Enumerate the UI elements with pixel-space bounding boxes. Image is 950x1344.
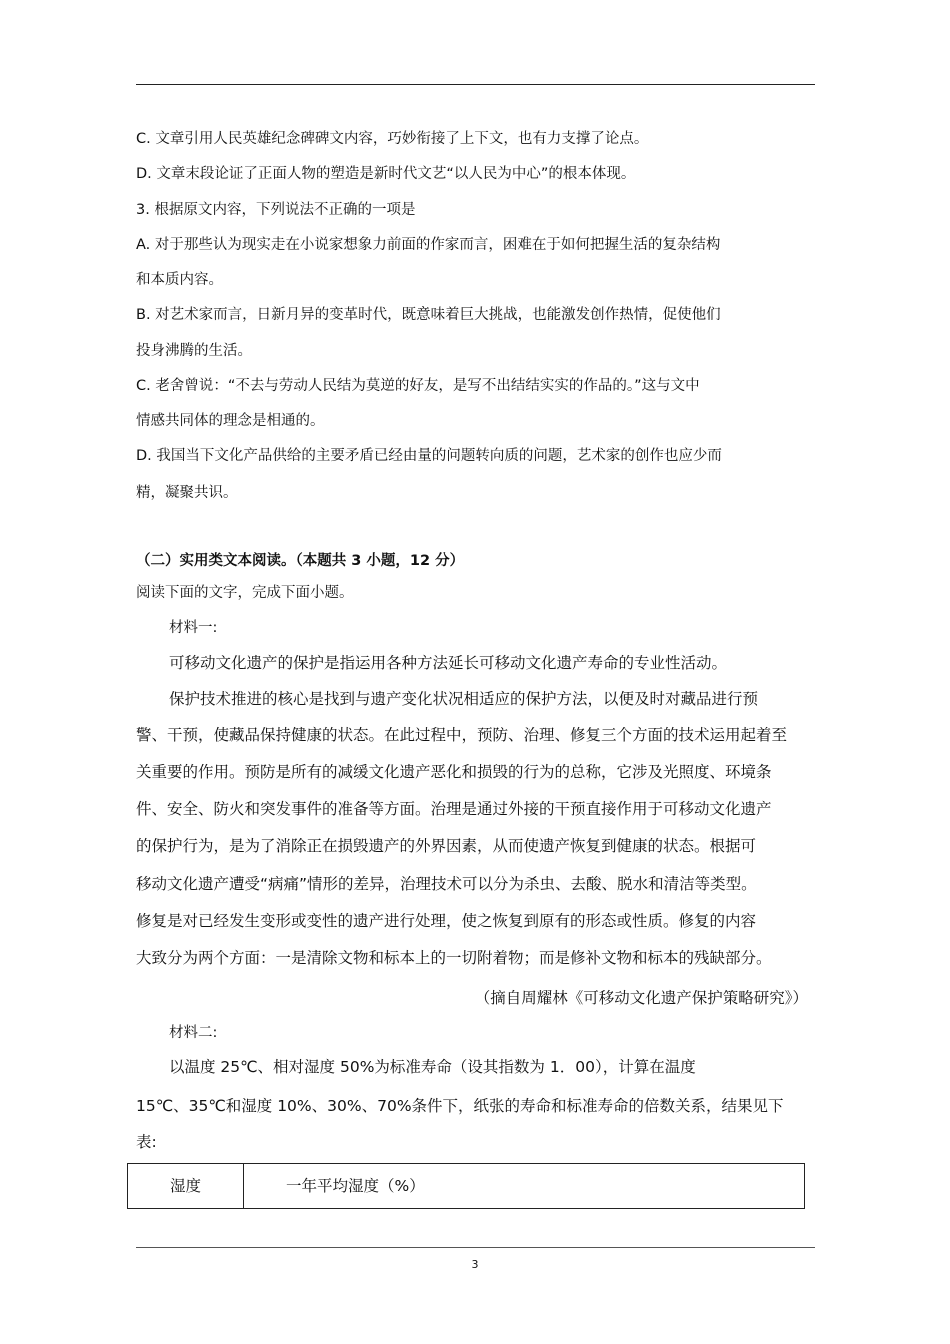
q3-option-c-line2: 情感共同体的理念是相通的。 (136, 413, 325, 429)
table-header-cell-humidity (128, 1164, 244, 1208)
section-instruction: 阅读下面的文字，完成下面小题。 (136, 585, 354, 601)
table-header-humidity: 湿度 (170, 1177, 202, 1195)
section-heading: （二）实用类文本阅读。（本题共 3 小题，12 分） (136, 553, 465, 569)
material2-label: 材料二: (169, 1025, 218, 1041)
material1-para1: 可移动文化遗产的保护是指运用各种方法延长可移动文化遗产寿命的专业性活动。 (169, 654, 728, 672)
material1-para2-line: 保护技术推进的核心是找到与遗产变化状况相适应的保护方法，以便及时对藏品进行预 (169, 690, 759, 708)
q3-option-d-line1: D. 我国当下文化产品供给的主要矛盾已经由量的问题转向质的问题，艺术家的创作也应少而 (136, 448, 722, 464)
q3-option-a-line1: A. 对于那些认为现实走在小说家想象力前面的作家而言，困难在于如何把握生活的复杂结构 (136, 237, 721, 253)
material2-line3: 表: (136, 1133, 157, 1151)
footer-rule (136, 1247, 815, 1248)
material2-line1: 以温度 25℃、相对湿度 50%为标准寿命（设其指数为 1．00），计算在温度 (169, 1058, 696, 1076)
q3-option-b-line1: B. 对艺术家而言，日新月异的变革时代，既意味着巨大挑战，也能激发创作热情，促使他们 (136, 307, 721, 323)
q3-option-c-line1: C. 老舍曾说：“不去与劳动人民结为莫逆的好友，是写不出结结实实的作品的。”这与文中 (136, 378, 700, 394)
q3-stem: 3. 根据原文内容，下列说法不正确的一项是 (136, 202, 416, 218)
humidity-table (127, 1163, 805, 1209)
q2-option-d: D. 文章末段论证了正面人物的塑造是新时代文艺“以人民为中心”的根本体现。 (136, 166, 636, 182)
material1-para2-line: 移动文化遗产遭受“病痛”情形的差异，治理技术可以分为杀虫、去酸、脱水和清洁等类型。 (136, 875, 757, 893)
header-rule (136, 84, 815, 85)
material1-para2-line: 修复是对已经发生变形或变性的遗产进行处理，使之恢复到原有的形态或性质。修复的内容 (136, 912, 757, 930)
q3-option-b-line2: 投身沸腾的生活。 (136, 343, 252, 359)
page-number: 3 (471, 1258, 479, 1271)
material1-source: （摘自周耀林《可移动文化遗产保护策略研究》） (474, 989, 808, 1007)
q3-option-d-line2: 精，凝聚共识。 (136, 485, 238, 501)
material1-label: 材料一: (169, 620, 218, 636)
material1-para2-line: 件、安全、防火和突发事件的准备等方面。治理是通过外接的干预直接作用于可移动文化遗产 (136, 800, 772, 818)
material1-para2-line: 关重要的作用。预防是所有的减缓文化遗产恶化和损毁的行为的总称，它涉及光照度、环境条 (136, 763, 772, 781)
material1-para2-line: 警、干预，使藏品保持健康的状态。在此过程中，预防、治理、修复三个方面的技术运用起着至 (136, 726, 788, 744)
material1-para2-line: 的保护行为，是为了消除正在损毁遗产的外界因素，从而使遗产恢复到健康的状态。根据可 (136, 837, 757, 855)
table-header-annual-average: 一年平均湿度（%） (286, 1177, 425, 1195)
q3-option-a-line2: 和本质内容。 (136, 272, 223, 288)
q2-option-c: C. 文章引用人民英雄纪念碑碑文内容，巧妙衔接了上下文，也有力支撑了论点。 (136, 131, 649, 147)
material1-para2-line: 大致分为两个方面：一是清除文物和标本上的一切附着物；而是修补文物和标本的残缺部分。 (136, 949, 772, 967)
material2-line2: 15℃、35℃和湿度 10%、30%、70%条件下，纸张的寿命和标准寿命的倍数关系，结果见下 (136, 1097, 784, 1115)
